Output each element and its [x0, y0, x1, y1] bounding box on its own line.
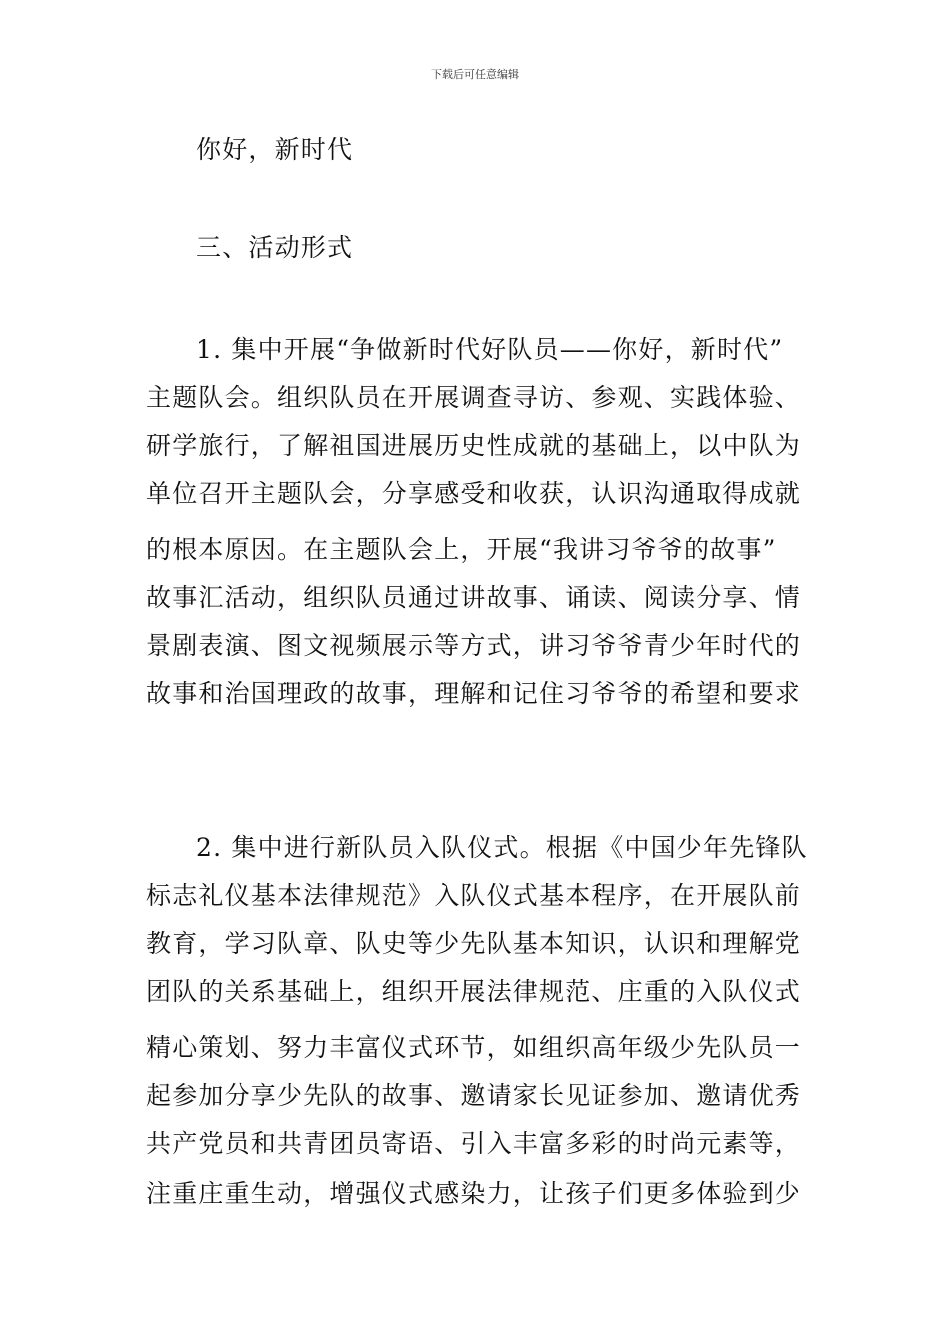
paragraph-line: 主题队会。组织队员在开展调查寻访、参观、实践体验、: [146, 383, 802, 412]
paragraph-line: 的根本原因。在主题队会上，开展“我讲习爷爷的故事”: [146, 535, 777, 564]
section-heading: 三、活动形式: [196, 233, 354, 262]
paragraph-line: 研学旅行，了解祖国进展历史性成就的基础上，以中队为: [146, 431, 802, 460]
paragraph-line: 起参加分享少先队的故事、邀请家长见证参加、邀请优秀: [146, 1081, 802, 1110]
paragraph-line: 故事和治国理政的故事，理解和记住习爷爷的希望和要求: [146, 679, 802, 708]
page-header: 下载后可任意编辑: [431, 68, 519, 81]
paragraph-line: 故事汇活动，组织队员通过讲故事、诵读、阅读分享、情: [146, 583, 802, 612]
paragraph-line: 注重庄重生动，增强仪式感染力，让孩子们更多体验到少: [146, 1179, 802, 1208]
paragraph-line: 精心策划、努力丰富仪式环节，如组织高年级少先队员一: [146, 1033, 802, 1062]
paragraph-line: 2. 集中进行新队员入队仪式。根据《中国少年先锋队: [196, 833, 808, 862]
paragraph-line: 共产党员和共青团员寄语、引入丰富多彩的时尚元素等，: [146, 1129, 802, 1158]
paragraph-line: 教育，学习队章、队史等少先队基本知识，认识和理解党: [146, 929, 802, 958]
paragraph-line: 景剧表演、图文视频展示等方式，讲习爷爷青少年时代的: [146, 631, 802, 660]
paragraph-line: 单位召开主题队会，分享感受和收获，认识沟通取得成就: [146, 479, 802, 508]
paragraph-line-theme: 你好，新时代: [196, 135, 354, 164]
paragraph-line: 标志礼仪基本法律规范》入队仪式基本程序，在开展队前: [146, 881, 802, 910]
paragraph-line: 1. 集中开展“争做新时代好队员——你好，新时代”: [196, 335, 784, 364]
paragraph-line: 团队的关系基础上，组织开展法律规范、庄重的入队仪式: [146, 977, 802, 1006]
